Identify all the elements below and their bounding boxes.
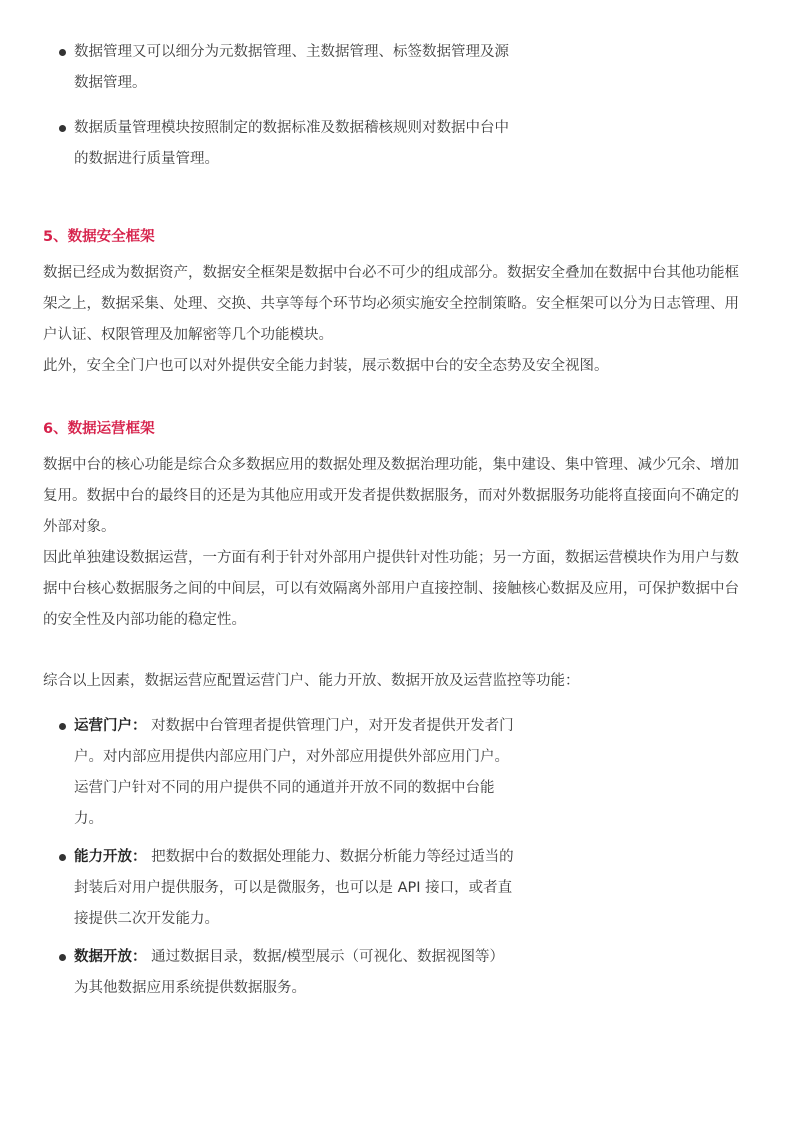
list-item	[62, 842, 517, 935]
bullet-label: 数据开放：	[74, 949, 147, 965]
top-bullet-list	[62, 37, 517, 175]
bullet-text: 对数据中台管理者提供管理门户，对开发者提供开发者门户。对内部应用提供内部应用门户，对外部应用提供外部应用门户。运营门户针对不同的用户提供不同的通道并开放不同的数据中台能力。	[74, 718, 514, 827]
bullet-text: 通过数据目录，数据/模型展示（可视化、数据视图等）为其他数据应用系统提供数据服务。	[74, 949, 504, 996]
list-item	[62, 37, 517, 99]
bullet-text: 数据管理又可以细分为元数据管理、主数据管理、标签数据管理及源数据管理。	[74, 44, 509, 91]
section-heading-operations: 6、数据运营框架	[43, 421, 155, 437]
list-item	[62, 711, 517, 835]
paragraph: 数据中台的核心功能是综合众多数据应用的数据处理及数据治理功能，集中建设、集中管理、减少冗余、增加复用。数据中台的最终目的还是为其他应用或开发者提供数据服务，而对外数据服务功能将直接面向不确定的外部对象。	[43, 457, 739, 535]
bullet-label: 能力开放：	[74, 849, 147, 865]
paragraph: 此外，安全全门户也可以对外提供安全能力封装，展示数据中台的安全态势及安全视图。	[43, 358, 609, 374]
list-item	[62, 113, 517, 175]
bullet-text: 数据质量管理模块按照制定的数据标准及数据稽核规则对数据中台中的数据进行质量管理。	[74, 120, 509, 167]
paragraph: 数据已经成为数据资产，数据安全框架是数据中台必不可少的组成部分。数据安全叠加在数据中台其他功能框架之上，数据采集、处理、交换、共享等每个环节均必须实施安全控制策略。安全框架可以分为日志管理、用户认证、权限管理及加解密等几个功能模块。	[43, 265, 739, 343]
operations-bullet-list	[62, 711, 517, 1004]
bullet-text: 把数据中台的数据处理能力、数据分析能力等经过适当的封装后对用户提供服务，可以是微服务，也可以是 API 接口，或者直接提供二次开发能力。	[74, 849, 514, 927]
bullet-label: 运营门户：	[74, 718, 147, 734]
paragraph: 综合以上因素，数据运营应配置运营门户、能力开放、数据开放及运营监控等功能：	[43, 673, 580, 689]
section-heading-security: 5、数据安全框架	[43, 229, 155, 245]
list-item	[62, 942, 517, 1004]
paragraph: 因此单独建设数据运营，一方面有利于针对外部用户提供针对性功能；另一方面，数据运营模块作为用户与数据中台核心数据服务之间的中间层，可以有效隔离外部用户直接控制、接触核心数据及应用，可保护数据中台的安全性及内部功能的稳定性。	[43, 550, 739, 628]
